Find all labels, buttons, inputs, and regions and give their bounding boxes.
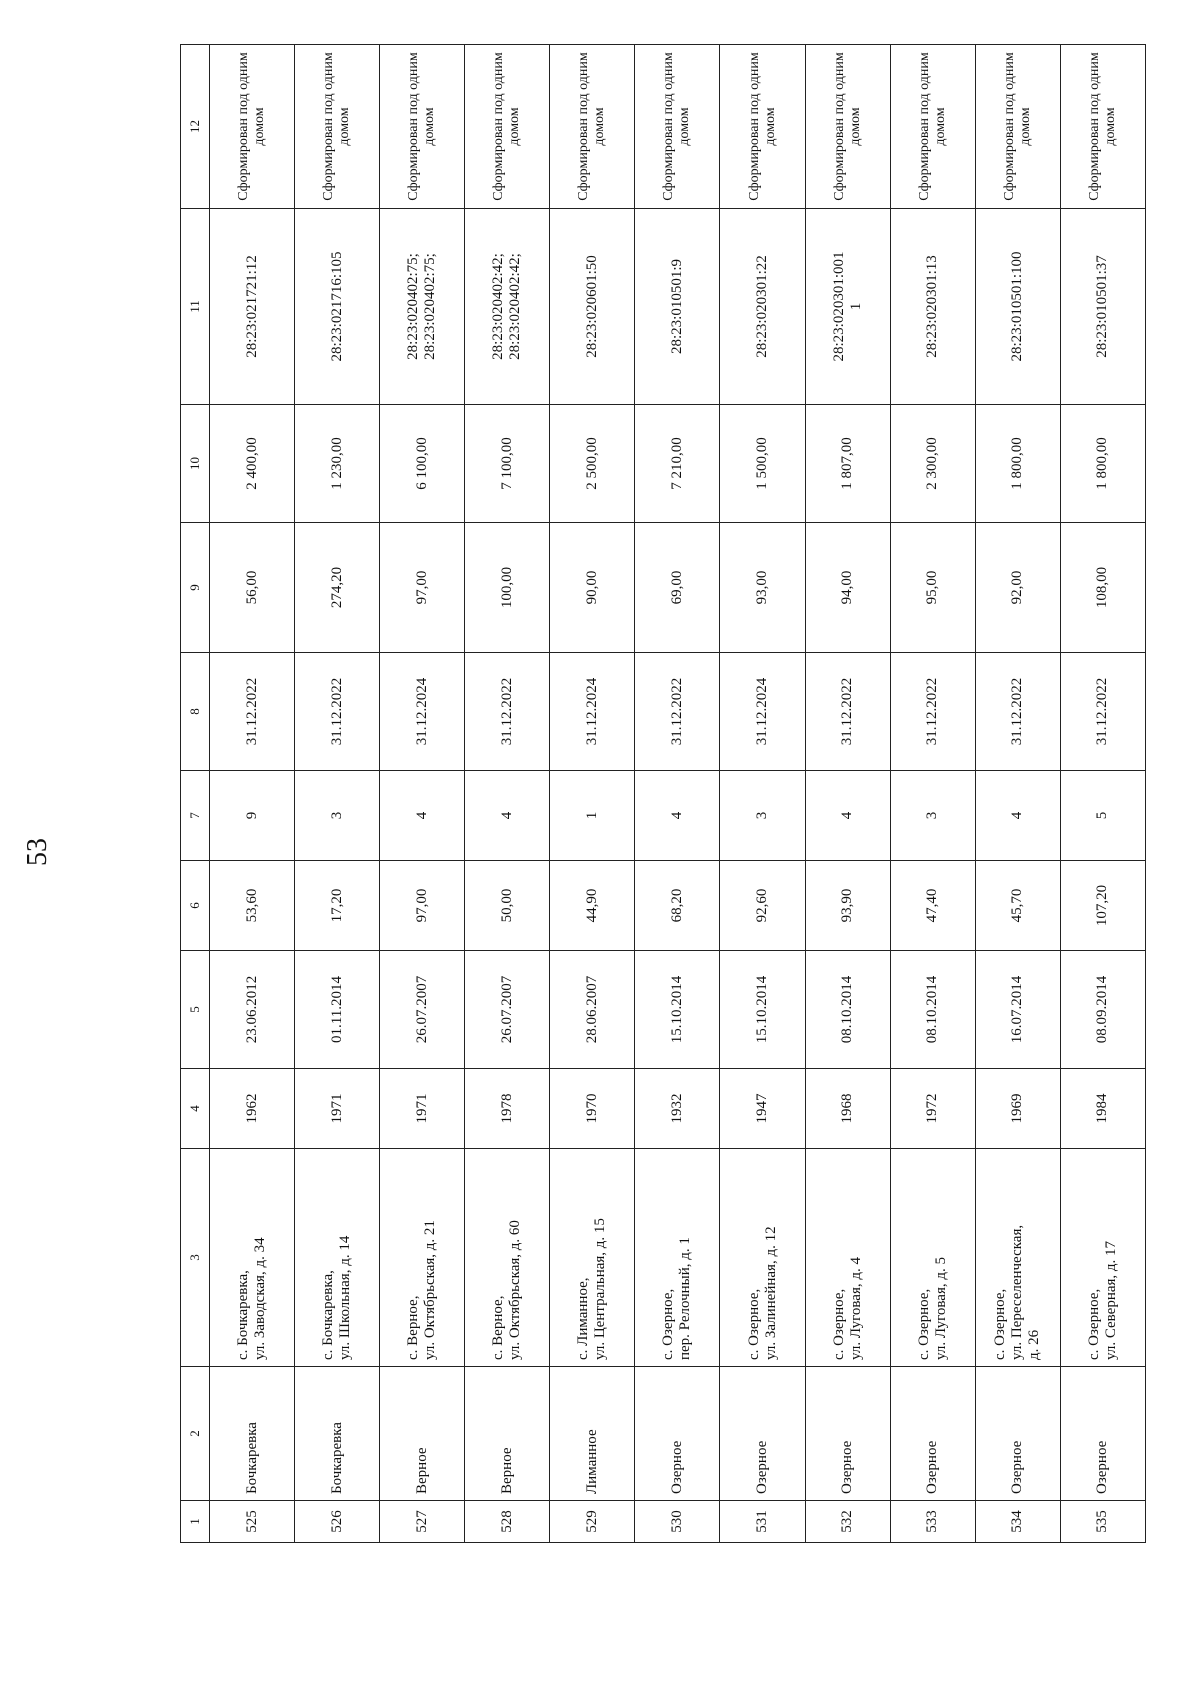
column-number-row: [181, 45, 210, 1543]
address-line: с. Озерное,: [915, 1288, 932, 1360]
cadastral-number-cell: [805, 209, 890, 405]
date-cell: 28.06.2007: [550, 951, 635, 1069]
area-cell: 107,20: [1060, 861, 1145, 951]
row-number-cell: 530: [635, 1501, 720, 1543]
column-number: 4: [181, 1069, 210, 1149]
column-number: 12: [181, 45, 210, 209]
deadline-cell: 31.12.2022: [465, 653, 550, 771]
address-line: ул. Октябрьская, д. 60: [507, 1220, 524, 1360]
count-cell: 1: [550, 771, 635, 861]
cadastral-number-cell: [550, 209, 635, 405]
address-line: с. Озерное,: [1085, 1288, 1102, 1360]
date-cell: 08.10.2014: [890, 951, 975, 1069]
date-cell: 26.07.2007: [465, 951, 550, 1069]
cadastral-number-cell: [380, 209, 465, 405]
land-area-cell: 2 400,00: [210, 405, 295, 523]
address-cell: [465, 1149, 550, 1367]
land-status-cell: Сформирован под одним домом: [805, 45, 890, 209]
address-line: ул. Залинейная, д. 12: [762, 1226, 779, 1360]
column-number: 11: [181, 209, 210, 405]
build-year-cell: 1970: [550, 1069, 635, 1149]
area-cell: 47,40: [890, 861, 975, 951]
date-cell: 08.10.2014: [805, 951, 890, 1069]
total-area-cell: 56,00: [210, 523, 295, 653]
table-row: [295, 45, 380, 1543]
deadline-cell: 31.12.2022: [975, 653, 1060, 771]
column-number: 8: [181, 653, 210, 771]
cadastral-number-cell: [635, 209, 720, 405]
row-number-cell: 533: [890, 1501, 975, 1543]
total-area-cell: 94,00: [805, 523, 890, 653]
column-number: 6: [181, 861, 210, 951]
address-line: ул. Заводская, д. 34: [252, 1237, 269, 1360]
cadastral-number-line: 28:23:010501:100: [1009, 251, 1026, 362]
address-line: ул. Центральная, д. 15: [592, 1218, 609, 1360]
area-cell: 53,60: [210, 861, 295, 951]
total-area-cell: 274,20: [295, 523, 380, 653]
cadastral-number-cell: [1060, 209, 1145, 405]
settlement-cell: Лиманное: [550, 1367, 635, 1501]
land-status-cell: Сформирован под одним домом: [720, 45, 805, 209]
column-number: 9: [181, 523, 210, 653]
address-line: ул. Октябрьская, д. 21: [422, 1220, 439, 1360]
settlement-cell: Озерное: [720, 1367, 805, 1501]
land-area-cell: 1 230,00: [295, 405, 380, 523]
area-cell: 44,90: [550, 861, 635, 951]
column-number: 7: [181, 771, 210, 861]
cadastral-number-line: 28:23:020402:42;: [490, 253, 507, 360]
address-line: с. Озерное,: [992, 1288, 1009, 1360]
land-status-cell: Сформирован под одним домом: [465, 45, 550, 209]
cadastral-number-line: 1: [847, 302, 864, 311]
row-number-cell: 535: [1060, 1501, 1145, 1543]
address-cell: [805, 1149, 890, 1367]
land-status-cell: Сформирован под одним домом: [975, 45, 1060, 209]
deadline-cell: 31.12.2022: [635, 653, 720, 771]
land-area-cell: 6 100,00: [380, 405, 465, 523]
table-row: [635, 45, 720, 1543]
deadline-cell: 31.12.2024: [550, 653, 635, 771]
deadline-cell: 31.12.2024: [380, 653, 465, 771]
settlement-cell: Озерное: [975, 1367, 1060, 1501]
date-cell: 08.09.2014: [1060, 951, 1145, 1069]
count-cell: 4: [635, 771, 720, 861]
total-area-cell: 100,00: [465, 523, 550, 653]
count-cell: 3: [720, 771, 805, 861]
total-area-cell: 97,00: [380, 523, 465, 653]
build-year-cell: 1932: [635, 1069, 720, 1149]
address-line: ул. Северная, д. 17: [1102, 1240, 1119, 1360]
deadline-cell: 31.12.2022: [805, 653, 890, 771]
column-number: 1: [181, 1501, 210, 1543]
address-cell: [1060, 1149, 1145, 1367]
build-year-cell: 1971: [380, 1069, 465, 1149]
address-line: с. Озерное,: [660, 1288, 677, 1360]
settlement-cell: Бочкаревка: [210, 1367, 295, 1501]
address-cell: [550, 1149, 635, 1367]
count-cell: 3: [890, 771, 975, 861]
housing-registry-table: [180, 44, 1146, 1543]
count-cell: 4: [975, 771, 1060, 861]
area-cell: 17,20: [295, 861, 380, 951]
address-line: с. Бочкаревка,: [235, 1270, 252, 1360]
settlement-cell: Озерное: [805, 1367, 890, 1501]
land-area-cell: 7 100,00: [465, 405, 550, 523]
settlement-cell: Озерное: [635, 1367, 720, 1501]
address-line: с. Верное,: [405, 1295, 422, 1360]
deadline-cell: 31.12.2022: [1060, 653, 1145, 771]
cadastral-number-line: 28:23:010501:9: [668, 259, 685, 355]
address-cell: [635, 1149, 720, 1367]
count-cell: 5: [1060, 771, 1145, 861]
address-line: д. 26: [1026, 1329, 1043, 1360]
address-line: с. Бочкаревка,: [320, 1270, 337, 1360]
land-area-cell: 1 500,00: [720, 405, 805, 523]
table-row: [1060, 45, 1145, 1543]
total-area-cell: 69,00: [635, 523, 720, 653]
area-cell: 97,00: [380, 861, 465, 951]
area-cell: 92,60: [720, 861, 805, 951]
land-status-cell: Сформирован под одним домом: [380, 45, 465, 209]
deadline-cell: 31.12.2022: [210, 653, 295, 771]
address-cell: [720, 1149, 805, 1367]
land-area-cell: 2 300,00: [890, 405, 975, 523]
land-status-cell: Сформирован под одним домом: [635, 45, 720, 209]
date-cell: 01.11.2014: [295, 951, 380, 1069]
count-cell: 9: [210, 771, 295, 861]
land-status-cell: Сформирован под одним домом: [210, 45, 295, 209]
land-status-cell: Сформирован под одним домом: [890, 45, 975, 209]
table-row: [890, 45, 975, 1543]
land-status-cell: Сформирован под одним домом: [550, 45, 635, 209]
build-year-cell: 1978: [465, 1069, 550, 1149]
cadastral-number-line: 28:23:021721:12: [243, 255, 260, 358]
cadastral-number-line: 28:23:020301:001: [830, 251, 847, 362]
row-number-cell: 528: [465, 1501, 550, 1543]
settlement-cell: Озерное: [890, 1367, 975, 1501]
cadastral-number-cell: [210, 209, 295, 405]
area-cell: 50,00: [465, 861, 550, 951]
table-row: [465, 45, 550, 1543]
table-row: [720, 45, 805, 1543]
total-area-cell: 90,00: [550, 523, 635, 653]
row-number-cell: 534: [975, 1501, 1060, 1543]
date-cell: 15.10.2014: [635, 951, 720, 1069]
land-area-cell: 1 800,00: [975, 405, 1060, 523]
column-number: 10: [181, 405, 210, 523]
cadastral-number-line: 28:23:010501:37: [1094, 255, 1111, 358]
area-cell: 68,20: [635, 861, 720, 951]
total-area-cell: 108,00: [1060, 523, 1145, 653]
address-line: с. Озерное,: [745, 1288, 762, 1360]
cadastral-number-line: 28:23:020301:13: [924, 255, 941, 358]
address-cell: [380, 1149, 465, 1367]
build-year-cell: 1962: [210, 1069, 295, 1149]
build-year-cell: 1947: [720, 1069, 805, 1149]
table-rotation-wrapper: [180, 45, 1146, 1543]
cadastral-number-cell: [295, 209, 380, 405]
address-line: с. Верное,: [490, 1295, 507, 1360]
address-line: с. Лиманное,: [575, 1277, 592, 1360]
address-cell: [210, 1149, 295, 1367]
build-year-cell: 1969: [975, 1069, 1060, 1149]
address-line: ул. Переселенческая,: [1009, 1224, 1026, 1360]
table-row: [805, 45, 890, 1543]
cadastral-number-line: 28:23:021716:105: [328, 251, 345, 362]
row-number-cell: 531: [720, 1501, 805, 1543]
build-year-cell: 1972: [890, 1069, 975, 1149]
land-area-cell: 7 210,00: [635, 405, 720, 523]
count-cell: 4: [380, 771, 465, 861]
address-cell: [975, 1149, 1060, 1367]
table-row: [975, 45, 1060, 1543]
total-area-cell: 95,00: [890, 523, 975, 653]
page-number: 53: [22, 838, 53, 866]
address-cell: [295, 1149, 380, 1367]
address-line: с. Озерное,: [830, 1288, 847, 1360]
address-line: ул. Школьная, д. 14: [337, 1235, 354, 1360]
row-number-cell: 525: [210, 1501, 295, 1543]
cadastral-number-line: 28:23:020402:75;: [405, 253, 422, 360]
count-cell: 4: [805, 771, 890, 861]
date-cell: 26.07.2007: [380, 951, 465, 1069]
cadastral-number-line: 28:23:020402:42;: [507, 253, 524, 360]
cadastral-number-line: 28:23:020601:50: [583, 255, 600, 358]
table-row: [550, 45, 635, 1543]
column-number: 2: [181, 1367, 210, 1501]
cadastral-number-cell: [975, 209, 1060, 405]
land-status-cell: Сформирован под одним домом: [1060, 45, 1145, 209]
table-row: [210, 45, 295, 1543]
build-year-cell: 1968: [805, 1069, 890, 1149]
settlement-cell: Бочкаревка: [295, 1367, 380, 1501]
count-cell: 4: [465, 771, 550, 861]
land-area-cell: 2 500,00: [550, 405, 635, 523]
address-cell: [890, 1149, 975, 1367]
cadastral-number-line: 28:23:020402:75;: [422, 253, 439, 360]
deadline-cell: 31.12.2022: [295, 653, 380, 771]
total-area-cell: 93,00: [720, 523, 805, 653]
cadastral-number-cell: [465, 209, 550, 405]
row-number-cell: 532: [805, 1501, 890, 1543]
column-number: 5: [181, 951, 210, 1069]
address-line: ул. Луговая, д. 4: [847, 1257, 864, 1360]
address-line: пер. Релочный, д. 1: [677, 1237, 694, 1360]
settlement-cell: Озерное: [1060, 1367, 1145, 1501]
build-year-cell: 1984: [1060, 1069, 1145, 1149]
date-cell: 23.06.2012: [210, 951, 295, 1069]
column-number: 3: [181, 1149, 210, 1367]
row-number-cell: 529: [550, 1501, 635, 1543]
land-status-cell: Сформирован под одним домом: [295, 45, 380, 209]
cadastral-number-cell: [890, 209, 975, 405]
area-cell: 45,70: [975, 861, 1060, 951]
address-line: ул. Луговая, д. 5: [932, 1257, 949, 1360]
area-cell: 93,90: [805, 861, 890, 951]
deadline-cell: 31.12.2022: [890, 653, 975, 771]
land-area-cell: 1 800,00: [1060, 405, 1145, 523]
row-number-cell: 527: [380, 1501, 465, 1543]
cadastral-number-cell: [720, 209, 805, 405]
date-cell: 15.10.2014: [720, 951, 805, 1069]
settlement-cell: Верное: [380, 1367, 465, 1501]
land-area-cell: 1 807,00: [805, 405, 890, 523]
table-body: [210, 45, 1146, 1543]
table-row: [380, 45, 465, 1543]
total-area-cell: 92,00: [975, 523, 1060, 653]
row-number-cell: 526: [295, 1501, 380, 1543]
count-cell: 3: [295, 771, 380, 861]
date-cell: 16.07.2014: [975, 951, 1060, 1069]
deadline-cell: 31.12.2024: [720, 653, 805, 771]
build-year-cell: 1971: [295, 1069, 380, 1149]
cadastral-number-line: 28:23:020301:22: [754, 255, 770, 358]
settlement-cell: Верное: [465, 1367, 550, 1501]
